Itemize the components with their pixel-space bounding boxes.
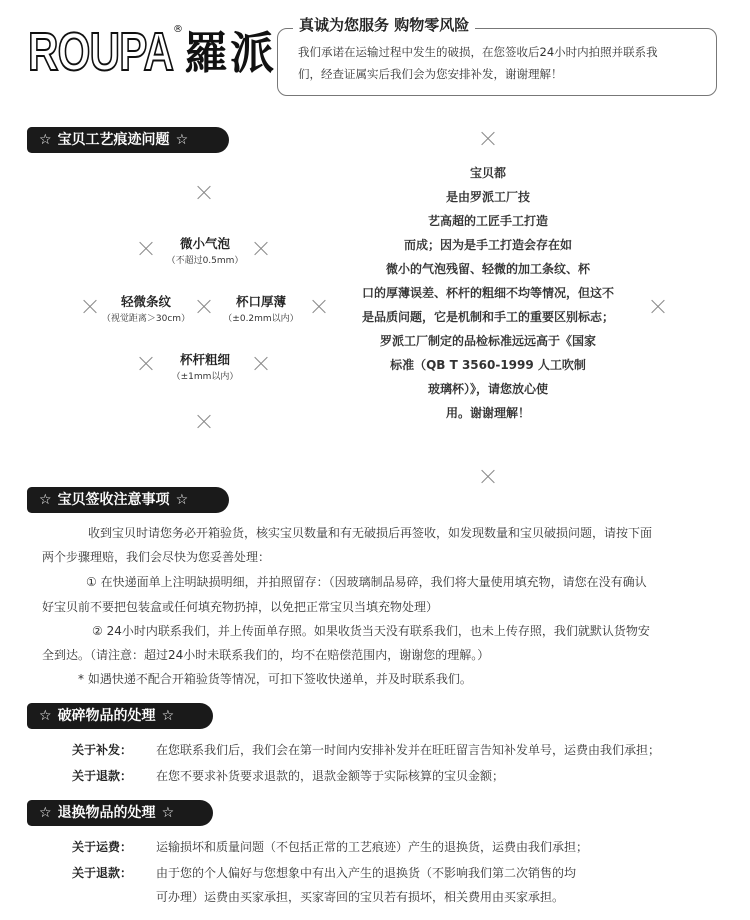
x-mark-icon [481,470,495,484]
craft-explanation-line: 标准（QB T 3560-1999 人工吹制 [390,358,586,372]
delivery-note-line: 收到宝贝时请您务必开箱验货，核实宝贝数量和有无破损后再签收，如发现数量和宝贝破损问题，请按下面 [88,526,653,540]
policy-key-shipping-fee: 关于运费： [72,840,133,854]
x-mark-icon [197,415,211,429]
section-header-broken-items [27,703,213,729]
craft-explanation-line: 用。谢谢理解！ [445,406,530,420]
issue-tolerance-stem-thickness: （±1mm以内） [171,372,239,382]
section-title: 退换物品的处理 [57,805,156,821]
policy-key-return-refund: 关于退款： [72,866,133,880]
craft-explanation-line: 宝贝都 [469,166,506,180]
brand-logo-chinese: 羅派 [184,28,276,79]
service-notice-title: 真诚为您服务 购物零风险 [293,14,475,35]
section-header-returns [27,800,213,826]
registered-mark: ® [173,24,183,35]
star-icon: ☆ [175,492,189,508]
star-icon: ☆ [161,805,175,821]
section-title: 破碎物品的处理 [57,708,156,724]
craft-explanation-line: 微小的气泡残留、轻微的加工条纹、杯 [385,262,590,276]
service-notice-box [277,28,717,96]
policy-value-return-refund-continued: 可办理）运费由买家承担，买家寄回的宝贝若有损坏，相关费用由买家承担。 [156,890,565,904]
delivery-note-line: 好宝贝前不要把包装盒或任何填充物扔掉，以免把正常宝贝当填充物处理） [42,600,439,614]
issue-tolerance-stripes: （视觉距离＞30cm） [101,314,191,324]
x-mark-icon [197,186,211,200]
issue-tolerance-rim-thickness: （±0.2mm以内） [223,314,299,324]
policy-value-reissue: 在您联系我们后，我们会在第一时间内安排补发并在旺旺留言告知补发单号，运费由我们承担； [156,743,661,757]
star-icon: ☆ [39,708,52,724]
section-title: 宝贝签收注意事项 [57,492,170,508]
section-header-delivery-notes [27,487,229,513]
brand-logo-latin: ROUPA [28,22,174,82]
star-icon: ☆ [175,132,189,148]
policy-value-refund: 在您不要求补货要求退款的，退款金额等于实际核算的宝贝金额； [156,769,505,783]
craft-explanation-line: 罗派工厂制定的品检标准远远高于《国家 [379,334,596,348]
section-title: 宝贝工艺痕迹问题 [57,132,170,148]
craft-explanation-line: 玻璃杯）》，请您放心使 [427,382,548,396]
service-notice-line: 我们承诺在运输过程中发生的破损，在您签收后24小时内拍照并联系我 [298,45,658,59]
issue-label-stripes: 轻微条纹 [120,294,171,309]
policy-value-return-refund: 由于您的个人偏好与您想象中有出入产生的退换货（不影响我们第二次销售的均 [156,866,577,880]
craft-explanation-line: 是品质问题，它是机制和手工的重要区别标志； [361,310,614,324]
star-icon: ☆ [39,492,52,508]
section-header-craft-traces [27,127,229,153]
issue-label-bubbles: 微小气泡 [179,236,230,251]
policy-key-reissue: 关于补发： [72,743,133,757]
delivery-note-line: * 如遇快递不配合开箱验货等情况，可扣下签收快递单，并及时联系我们。 [78,672,472,686]
policy-key-refund: 关于退款： [72,769,133,783]
service-notice-line: 们，经查证属实后我们会为您安排补发，谢谢理解！ [298,67,563,81]
issue-tolerance-bubbles: （不超过0.5mm） [166,256,244,266]
star-icon: ☆ [161,708,175,724]
craft-explanation-line: 是由罗派工厂技 [445,190,530,204]
delivery-note-line: ① 在快递面单上注明缺损明细，并拍照留存：（因玻璃制品易碎，我们将大量使用填充物，请您在没有确认 [86,575,647,589]
issue-label-stem-thickness: 杯杆粗细 [179,352,230,367]
x-mark-icon [651,300,665,314]
delivery-note-line: 全到达。（请注意：超过24小时未联系我们的，均不在赔偿范围内，谢谢您的理解。） [42,648,490,662]
policy-value-shipping-fee: 运输损坏和质量问题（不包括正常的工艺痕迹）产生的退换货，运费由我们承担； [156,840,589,854]
star-icon: ☆ [39,805,52,821]
delivery-note-line: 两个步骤理赔，我们会尽快为您妥善处理： [42,550,271,564]
craft-explanation-line: 口的厚薄误差、杯杆的粗细不均等情况，但这不 [361,286,614,300]
delivery-note-line: ② 24小时内联系我们，并上传面单存照。如果收货当天没有联系我们，也未上传存照，我们就默认货物安 [92,624,650,638]
craft-explanation-line: 而成；因为是手工打造会存在如 [403,238,572,252]
star-icon: ☆ [39,132,52,148]
craft-explanation-line: 艺高超的工匠手工打造 [427,214,548,228]
issue-label-rim-thickness: 杯口厚薄 [235,294,286,309]
x-mark-icon [481,132,495,146]
